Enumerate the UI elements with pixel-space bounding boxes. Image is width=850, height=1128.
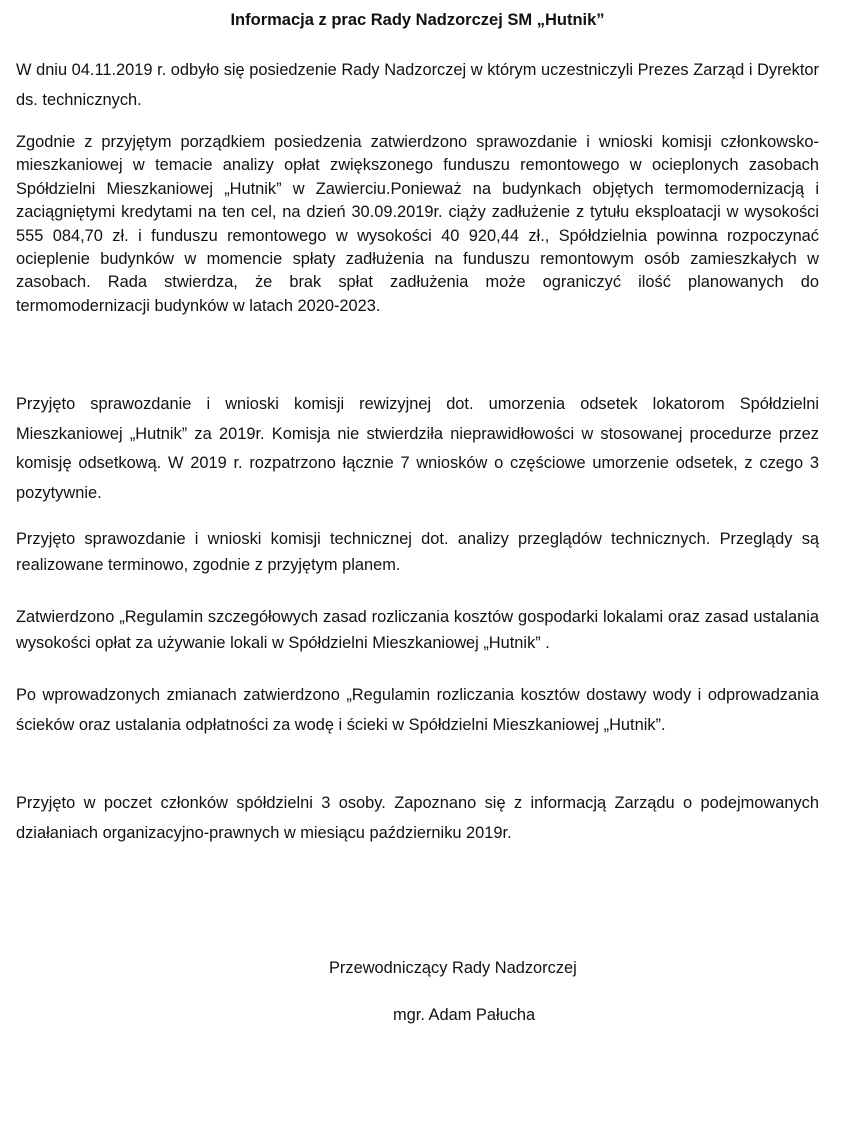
document-title: Informacja z prac Rady Nadzorczej SM „Hutnik” [230,11,605,29]
paragraph-membership-commission: Zgodnie z przyjętym porządkiem posiedzenia zatwierdzono sprawozdanie i wnioski komisji członkowsko-mieszkaniowej w temacie analizy opłat zwiększonego funduszu remontowego w ocieplonych zasobach Spółdzielni Mieszkaniowej „Hutnik” w Zawierciu.Ponieważ na budynkach objętych termomodernizacją i zaciągniętymi kredytami na ten cel, na dzień 30.09.2019r. ciąży zadłużenie z tytułu eksploatacji w wysokości 555 084,70 zł. i funduszu remontowego w wysokości 40 920,44 zł., Spółdzielnia powinna rozpoczynać ocieplenie budynków w momencie spłaty zadłużenia na funduszu remontowym osób zamieszkałych w zasobach. Rada stwierdza, że brak spłat zadłużenia może ograniczyć ilość planowanych do termomodernizacji budynków w latach 2020-2023. [16,133,819,315]
signature-role: Przewodniczący Rady Nadzorczej [329,959,577,977]
document-page [16,0,819,1128]
paragraph-audit-commission: Przyjęto sprawozdanie i wnioski komisji rewizyjnej dot. umorzenia odsetek lokatorom Spółdzielni Mieszkaniowej „Hutnik” za 2019r. Komisja nie stwierdziła nieprawidłowości w stosowanej procedurze przez komisję odsetkową. W 2019 r. rozpatrzono łącznie 7 wniosków o częściowe umorzenie odsetek, z czego 3 pozytywnie. [16,395,819,502]
signature-name: mgr. Adam Pałucha [393,1006,536,1024]
paragraph-meeting-info: W dniu 04.11.2019 r. odbyło się posiedzenie Rady Nadzorczej w którym uczestniczyli Prezes Zarząd i Dyrektor ds. technicznych. [16,61,819,109]
paragraph-premises-regulation: Zatwierdzono „Regulamin szczegółowych zasad rozliczania kosztów gospodarki lokalami oraz zasad ustalania wysokości opłat za używanie lokali w Spółdzielni Mieszkaniowej „Hutnik” . [16,608,819,652]
paragraph-technical-commission: Przyjęto sprawozdanie i wnioski komisji technicznej dot. analizy przeglądów technicznych. Przeglądy są realizowane terminowo, zgodnie z przyjętym planem. [16,530,819,574]
paragraph-new-members: Przyjęto w poczet członków spółdzielni 3 osoby. Zapoznano się z informacją Zarządu o podejmowanych działaniach organizacyjno-prawnych w miesiącu październiku 2019r. [16,794,819,842]
paragraph-water-regulation: Po wprowadzonych zmianach zatwierdzono „Regulamin rozliczania kosztów dostawy wody i odprowadzania ścieków oraz ustalania odpłatności za wodę i ścieki w Spółdzielni Mieszkaniowej „Hutnik”. [16,686,819,734]
